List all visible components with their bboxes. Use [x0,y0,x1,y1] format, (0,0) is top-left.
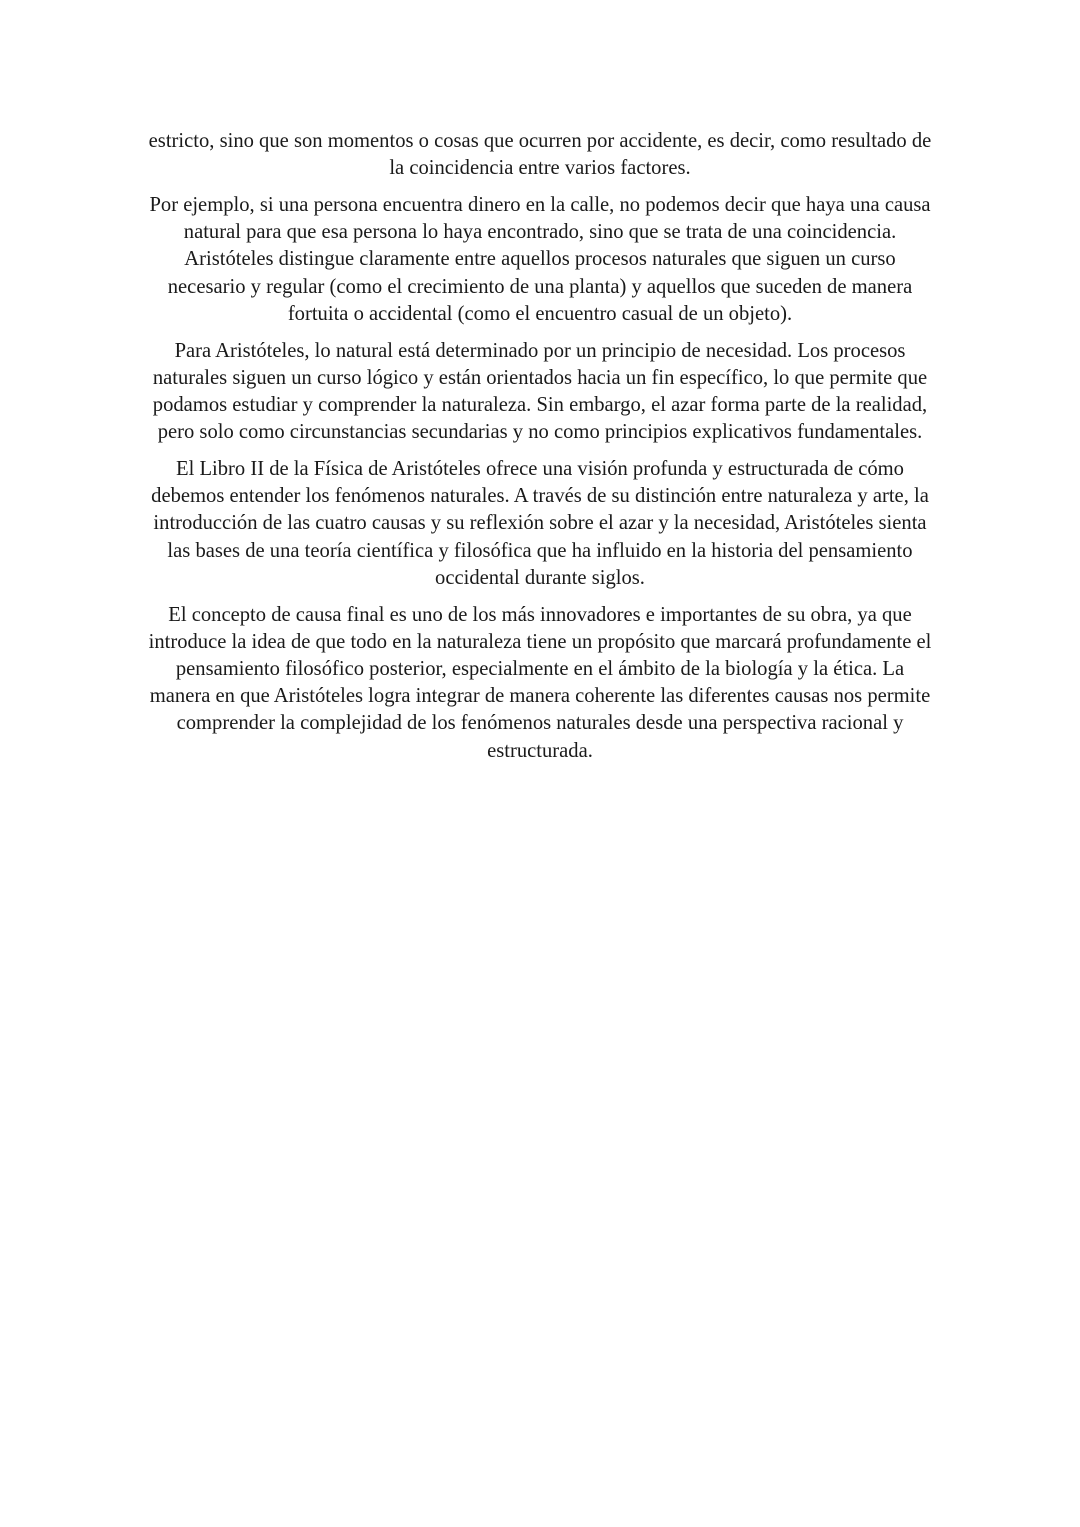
paragraph-accidente: estricto, sino que son momentos o cosas que ocurren por accidente, es decir, como resultado de la coincidencia entre varios factores. [148,130,932,180]
paragraph-libro-ii: El Libro II de la Física de Aristóteles ofrece una visión profunda y estructurada de cómo debemos entender los fenómenos naturales. A través de su distinción entre naturaleza y arte, la introducción de las cuatro causas y su reflexión sobre el azar y la necesidad, Aristóteles sienta las bases de una teoría científica y filosófica que ha influido en la historia del pensamiento occidental durante siglos. [151,458,929,589]
document-body [148,128,932,774]
paragraph-causa-final: El concepto de causa final es uno de los más innovadores e importantes de su obra, ya que introduce la idea de que todo en la naturaleza tiene un propósito que marcará profundamente el pensamiento filosófico posterior, especialmente en el ámbito de la biología y la ética. La manera en que Aristóteles logra integrar de manera coherente las diferentes causas nos permite comprender la complejidad de los fenómenos naturales desde una perspectiva racional y estructurada. [148,603,932,762]
paragraph-ejemplo-dinero: Por ejemplo, si una persona encuentra dinero en la calle, no podemos decir que haya una causa natural para que esa persona lo haya encontrado, sino que se trata de una coincidencia. Aristóteles distingue claramente entre aquellos procesos naturales que siguen un curso necesario y regular (como el crecimiento de una planta) y aquellos que suceden de manera fortuita o accidental (como el encuentro casual de un objeto). [149,194,931,325]
paragraph-necesidad: Para Aristóteles, lo natural está determinado por un principio de necesidad. Los procesos naturales siguen un curso lógico y están orientados hacia un fin específico, lo que permite que podamos estudiar y comprender la naturaleza. Sin embargo, el azar forma parte de la realidad, pero solo como circunstancias secundarias y no como principios explicativos fundamentales. [152,339,928,444]
